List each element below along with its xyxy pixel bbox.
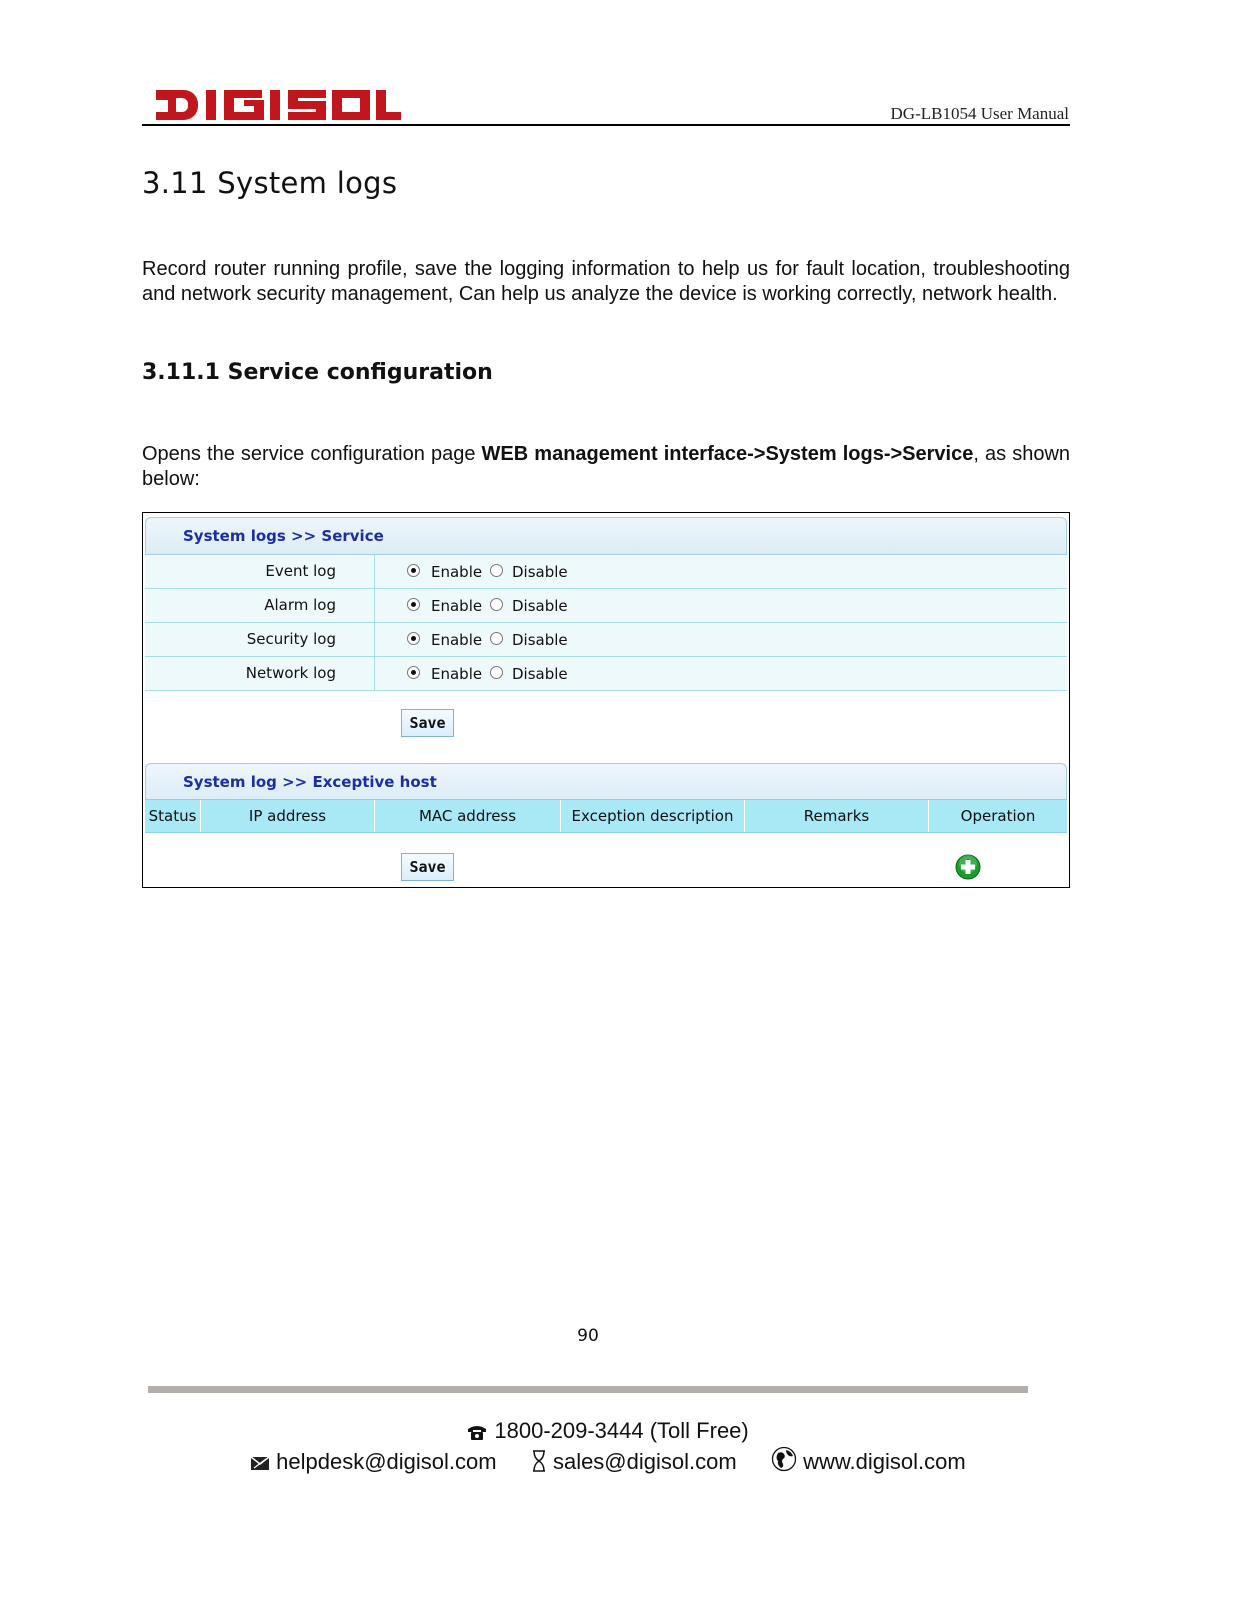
disable-radio[interactable] [490, 598, 503, 611]
plus-circle-icon[interactable] [955, 854, 981, 880]
phone-number: 1800-209-3444 (Toll Free) [494, 1418, 749, 1443]
instruction-prefix: Opens the service configuration page [142, 443, 482, 465]
helpdesk-email[interactable]: helpdesk@digisol.com [276, 1449, 497, 1474]
disable-label: Disable [512, 563, 568, 581]
service-save-button[interactable]: Save [401, 709, 454, 737]
mail-icon [250, 1454, 270, 1472]
log-row-label: Event log [145, 555, 375, 588]
sales-email[interactable]: sales@digisol.com [552, 1449, 737, 1474]
column-header: IP address [201, 800, 375, 832]
disable-label: Disable [512, 665, 568, 683]
service-panel-title: System logs >> Service [145, 517, 1067, 555]
section-title: 3.11 System logs [142, 166, 398, 200]
disable-label: Disable [512, 597, 568, 615]
host-table-header [145, 799, 1067, 833]
column-header: Remarks [745, 800, 929, 832]
log-row-event [145, 555, 1067, 589]
log-row-alarm [145, 589, 1067, 623]
log-row-label: Network log [145, 657, 375, 690]
phone-icon [466, 1423, 488, 1441]
disable-radio[interactable] [490, 666, 503, 679]
subsection-title: 3.11.1 Service configuration [142, 360, 493, 385]
log-row-security [145, 623, 1067, 657]
log-row-label: Security log [145, 623, 375, 656]
instruction-path: WEB management interface->System logs->Service [481, 443, 974, 465]
disable-radio[interactable] [490, 564, 503, 577]
enable-radio[interactable] [407, 564, 420, 577]
footer-divider [148, 1386, 1028, 1393]
page-number: 90 [577, 1326, 599, 1346]
globe-icon [771, 1446, 797, 1472]
host-panel-title: System log >> Exceptive host [145, 763, 1067, 801]
intro-paragraph: Record router running profile, save the logging information to help us for fault location, troubleshooting and network security management, Can help us analyze the device is working correctly, network health. [142, 258, 1070, 305]
enable-label: Enable [431, 631, 483, 649]
header-divider [142, 124, 1070, 126]
instruction-paragraph [142, 442, 1070, 492]
column-header: Status [145, 800, 201, 832]
column-header: Operation [960, 807, 1036, 825]
hourglass-icon [531, 1450, 547, 1472]
digisol-logo [156, 84, 401, 126]
host-save-button[interactable]: Save [401, 853, 454, 881]
phone-line [0, 1418, 1215, 1444]
log-row-network [145, 657, 1067, 691]
enable-radio[interactable] [407, 666, 420, 679]
ui-screenshot [142, 512, 1070, 888]
manual-title: DG-LB1054 User Manual [890, 104, 1069, 123]
log-row-label: Alarm log [145, 589, 375, 622]
column-header: MAC address [375, 800, 561, 832]
instruction-suffix: , as shown below: [142, 443, 1071, 490]
enable-label: Enable [431, 563, 483, 581]
disable-label: Disable [512, 631, 568, 649]
enable-radio[interactable] [407, 598, 420, 611]
disable-radio[interactable] [490, 632, 503, 645]
enable-label: Enable [431, 597, 483, 615]
contact-line [250, 1446, 966, 1475]
column-header: Exception description [561, 800, 745, 832]
website-link[interactable]: www.digisol.com [803, 1449, 966, 1474]
enable-radio[interactable] [407, 632, 420, 645]
enable-label: Enable [431, 665, 483, 683]
